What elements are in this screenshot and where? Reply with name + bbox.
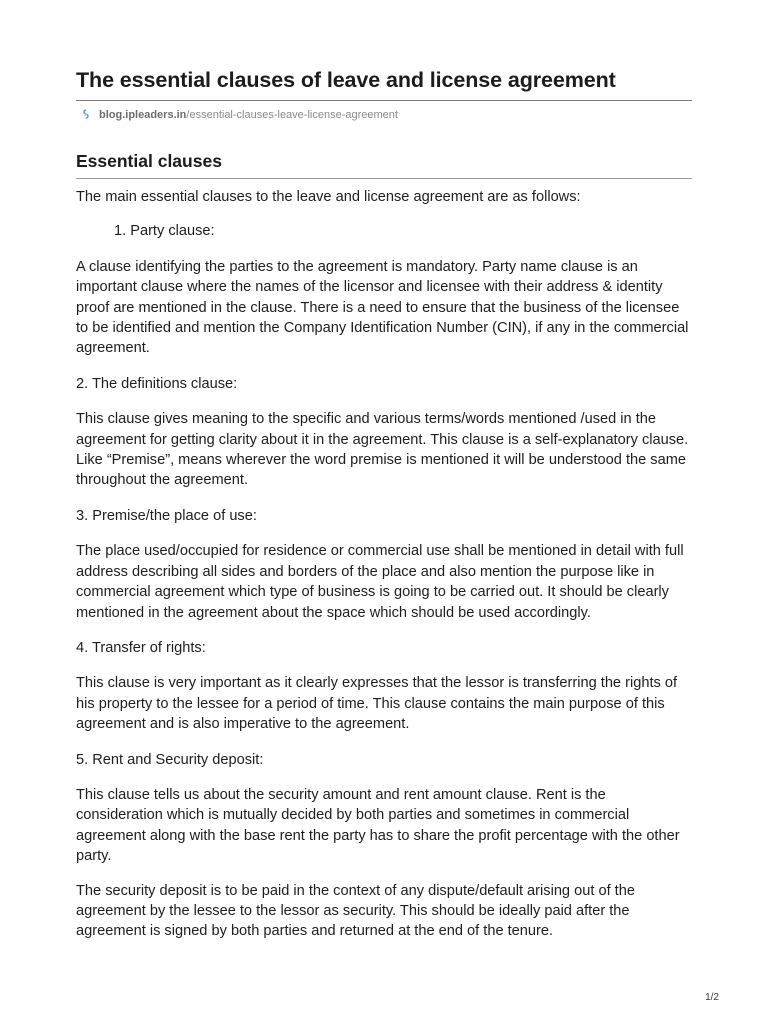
- source-domain[interactable]: blog.ipleaders.in: [99, 109, 187, 121]
- section-divider: [76, 178, 692, 179]
- page-title: The essential clauses of leave and license agreement: [76, 68, 616, 92]
- transfer-of-rights-paragraph: This clause is very important as it clearly expresses that the lessor is transferring the rights of his property to the lessee for a period of time. This clause contains the main purpose of this agreement and is also imperative to the agreement.: [76, 675, 678, 733]
- rent-security-heading: 5. Rent and Security deposit:: [76, 751, 264, 768]
- premise-clause-paragraph: The place used/occupied for residence or commercial use shall be mentioned in detail with full address describing all sides and borders of the place and also mention the purpose like in commercial agreement which type of business is going to be carried out. It should be clearly mentioned in the agreement about the space which should be used accordingly.: [76, 543, 684, 621]
- definitions-clause-heading: 2. The definitions clause:: [76, 375, 238, 392]
- source-path[interactable]: /essential-clauses-leave-license-agreement: [186, 109, 398, 121]
- link-icon: [79, 108, 93, 122]
- rent-clause-paragraph: This clause tells us about the security amount and rent amount clause. Rent is the consideration which is mutually decided by both parties and sometimes in commercial agreement along with the base rent the party has to share the profit percentage with the other party.: [76, 786, 680, 865]
- transfer-of-rights-heading: 4. Transfer of rights:: [76, 639, 206, 656]
- source-link[interactable]: [76, 107, 692, 123]
- definitions-clause-paragraph: This clause gives meaning to the specific and various terms/words mentioned /used in the agreement for getting clarity about it in the agreement. This clause is a self-explanatory clause. Like “Premise”, means wherever the word premise is mentioned it will be understood the same throughout the agreement.: [76, 411, 689, 489]
- page-number: 1/2: [705, 992, 719, 1003]
- document-page: [76, 0, 692, 942]
- security-deposit-paragraph: The security deposit is to be paid in the context of any dispute/default arising out of the agreement by the lessee to the lessor as security. This should be ideally paid after the agreement is signed by both parties and returned at the end of the tenure.: [76, 882, 635, 940]
- section-heading: Essential clauses: [76, 151, 222, 171]
- title-divider: [76, 100, 692, 101]
- premise-clause-heading: 3. Premise/the place of use:: [76, 507, 257, 524]
- party-clause-paragraph: A clause identifying the parties to the agreement is mandatory. Party name clause is an important clause where the names of the licensor and licensee with their address & identity proof are mentioned in the clause. There is a need to ensure that the business of the licensee to be identified and mention the Company Identification Number (CIN), if any in the commercial agreement.: [76, 258, 689, 357]
- list-item-party-clause: 1. Party clause:: [114, 223, 215, 240]
- intro-paragraph: The main essential clauses to the leave and license agreement are as follows:: [76, 189, 581, 205]
